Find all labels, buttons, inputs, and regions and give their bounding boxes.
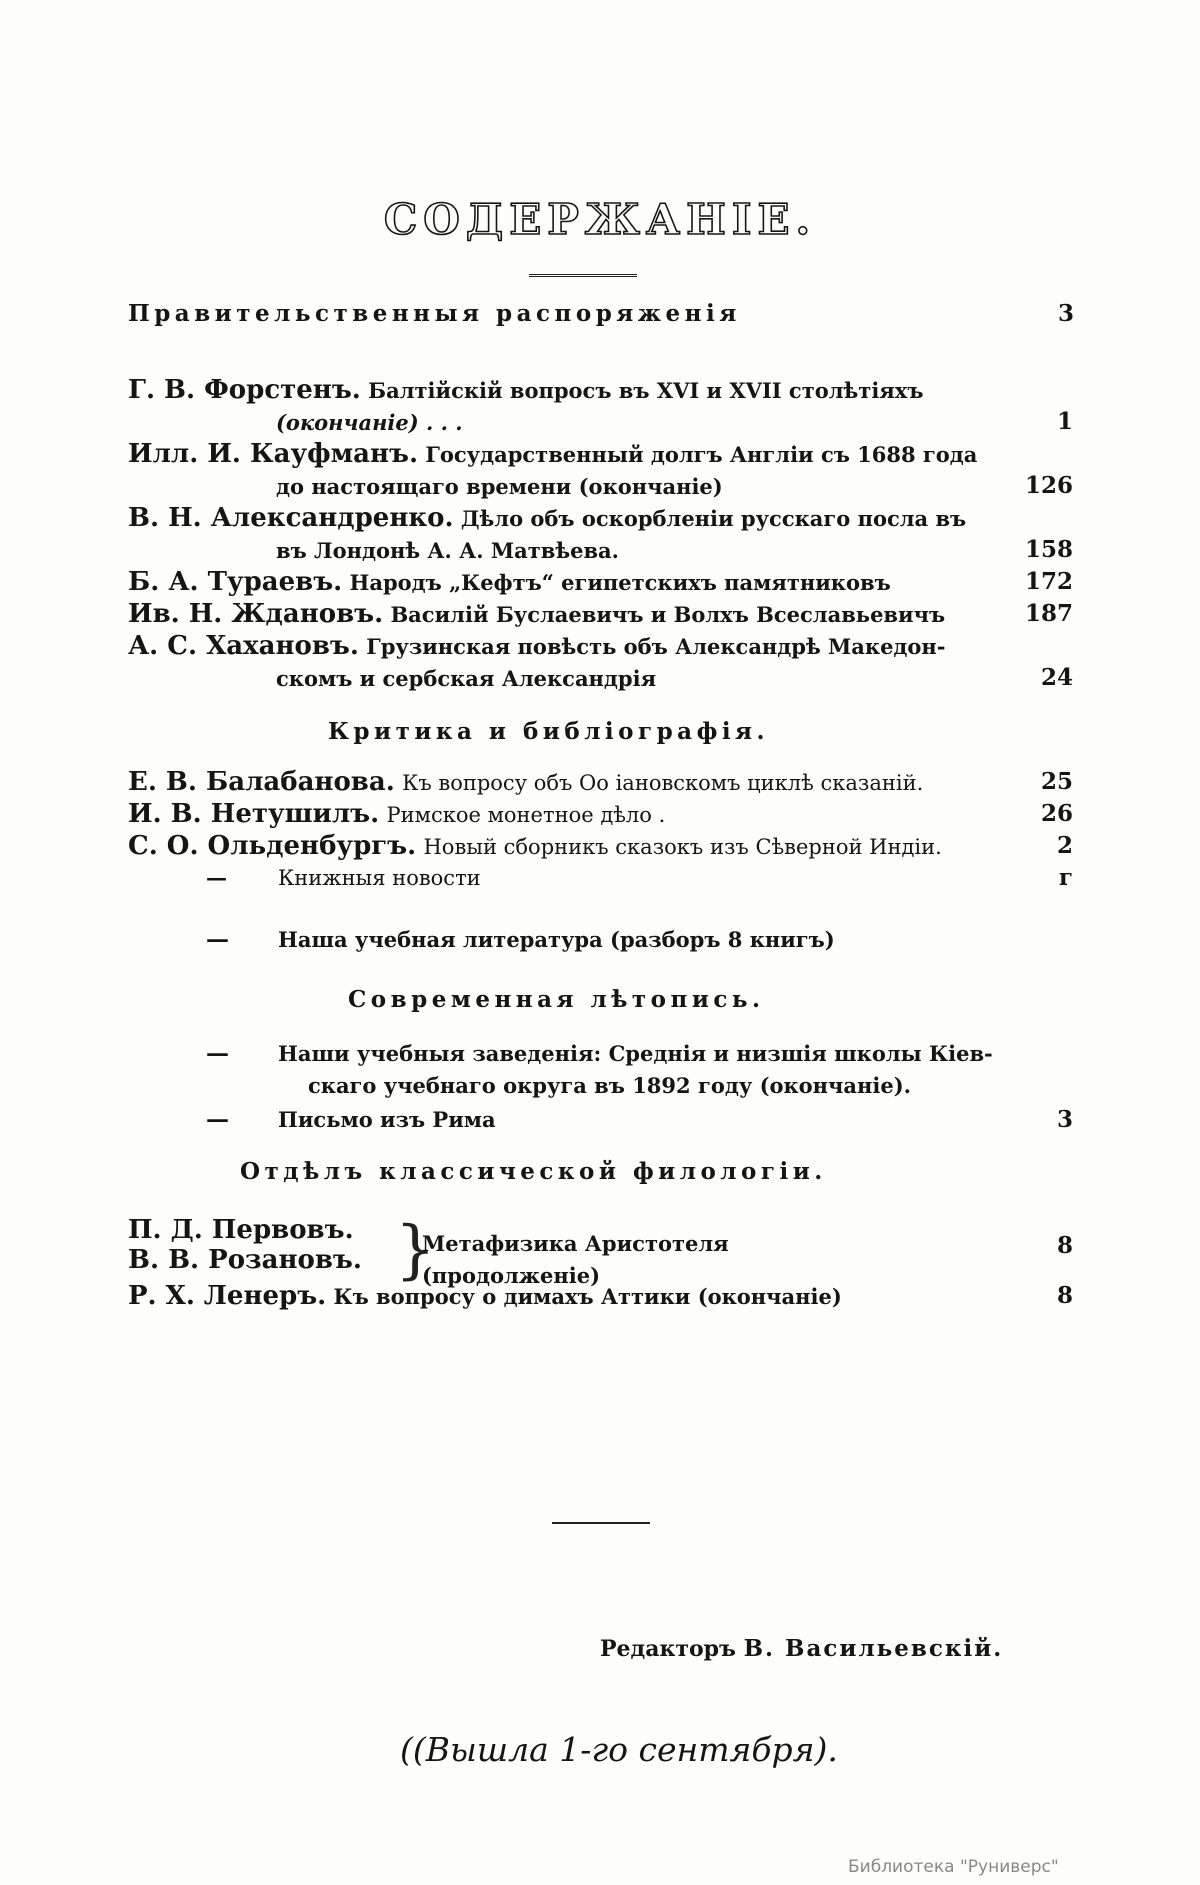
entry-author: П. Д. Первовъ. (128, 1215, 354, 1245)
entry-page: 3 (1056, 1106, 1073, 1133)
toc-entry (128, 630, 1073, 695)
brace-symbol: } (395, 1213, 436, 1287)
entry-author: Р. Х. Ленеръ. (128, 1281, 327, 1311)
entry-title: Римское монетное дѣло . (386, 803, 666, 827)
entry-author: Илл. И. Кауфманъ. (128, 439, 419, 469)
toc-entry (128, 1280, 1073, 1313)
library-watermark: Библиотека "Руниверс" (848, 1857, 1059, 1877)
entry-title: Грузинская повѣсть объ Александрѣ Македон- (366, 634, 946, 659)
entry-page: 8 (1056, 1232, 1073, 1259)
toc-entry (128, 566, 1073, 599)
entry-dash: — (206, 926, 229, 953)
entry-author: Ив. Н. Ждановъ. (128, 599, 384, 629)
section-chronicle-heading: Современная лѣтопись. (348, 986, 765, 1013)
entry-author: Б. А. Тураевъ. (128, 567, 343, 597)
entry-page: 172 (1024, 568, 1073, 595)
entry-title: Письмо изъ Рима (278, 1107, 496, 1132)
entry-title-cont: въ Лондонѣ А. А. Матвѣева. (276, 538, 619, 563)
entry-author: С. О. Ольденбургъ. (128, 831, 417, 861)
entry-title: Къ вопросу о димахъ Аттики (окончаніе) (333, 1284, 842, 1309)
entry-page: 158 (1024, 536, 1073, 563)
entry-dash: — (206, 865, 227, 890)
entry-page: 25 (1040, 768, 1073, 795)
entry-page: 24 (1040, 664, 1073, 691)
entry-page: 1 (1056, 408, 1073, 435)
entry-author: В. Н. Александренко. (128, 503, 454, 533)
entry-page: 2 (1056, 832, 1073, 859)
toc-entry (128, 374, 1073, 439)
entry-dash: — (206, 1040, 229, 1067)
entry-author: И. В. Нетушилъ. (128, 799, 380, 829)
entry-dash: — (206, 1106, 229, 1133)
section-gov-label: Правительственныя распоряженія (128, 300, 741, 327)
editor-name: В. Васильевскій. (743, 1635, 1004, 1662)
editor-label: Редакторъ (600, 1636, 736, 1662)
entry-title: Государственный долгъ Англіи съ 1688 года (425, 442, 978, 467)
entry-page: 26 (1040, 800, 1073, 827)
entry-title: Книжныя новости (278, 866, 481, 890)
entry-title: Наши учебныя заведенія: Среднія и низшія школы Кіев- (278, 1041, 993, 1066)
entry-title: Василій Буслаевичъ и Волхъ Всеславьевичъ (390, 602, 946, 627)
entry-title-cont: скаго учебнаго округа въ 1892 году (окончаніе). (308, 1073, 911, 1098)
entry-author: Г. В. Форстенъ. (128, 375, 361, 405)
entry-page: г (1058, 864, 1073, 891)
toc-entry (128, 766, 1073, 799)
entry-page: 8 (1056, 1282, 1073, 1309)
entry-title: Дѣло объ оскорбленіи русскаго посла въ (460, 506, 967, 531)
separator-rule (552, 1522, 650, 1524)
toc-entry (128, 830, 1073, 863)
toc-entry (128, 598, 1073, 631)
entry-title: Новый сборникъ сказокъ изъ Сѣверной Индіи. (423, 835, 942, 859)
page-title: СОДЕРЖАНІЕ. (383, 195, 817, 244)
entry-title: Наша учебная литература (разборъ 8 книгъ) (278, 927, 835, 952)
section-classical-heading: Отдѣлъ классической филологіи. (240, 1158, 827, 1185)
entry-title-cont: скомъ и сербская Александрія (276, 666, 657, 691)
entry-title: Народъ „Кефтъ“ египетскихъ памятниковъ (349, 570, 891, 595)
entry-author: Е. В. Балабанова. (128, 767, 395, 797)
entry-title: Метафизика Аристотеля (продолженіе) (422, 1231, 729, 1288)
toc-entry (128, 502, 1073, 567)
section-gov-page-number: 3 (1058, 300, 1075, 327)
entry-page: 187 (1024, 600, 1073, 627)
entry-title-cont: до настоящаго времени (окончаніе) (276, 474, 723, 499)
entry-title: Къ вопросу объ Оо іановскомъ циклѣ сказаній. (402, 771, 924, 795)
section-gov-page (1058, 300, 1074, 327)
toc-entry (128, 798, 1073, 831)
section-gov-heading (128, 300, 741, 327)
entry-title-cont: (окончаніе) . . . (276, 410, 463, 435)
entry-page: 126 (1024, 472, 1073, 499)
handwritten-note: ((Вышла 1-го сентября). (400, 1730, 838, 1769)
entry-title: Балтійскій вопросъ въ XVI и XVII столѣтіяхъ (368, 378, 924, 403)
entry-author: А. С. Хахановъ. (128, 631, 359, 661)
title-rule (529, 274, 637, 277)
section-critique-heading: Критика и библіографія. (328, 718, 770, 745)
entry-author: В. В. Розановъ. (128, 1245, 362, 1275)
editor-line (600, 1635, 1003, 1662)
toc-entry (128, 438, 1073, 503)
